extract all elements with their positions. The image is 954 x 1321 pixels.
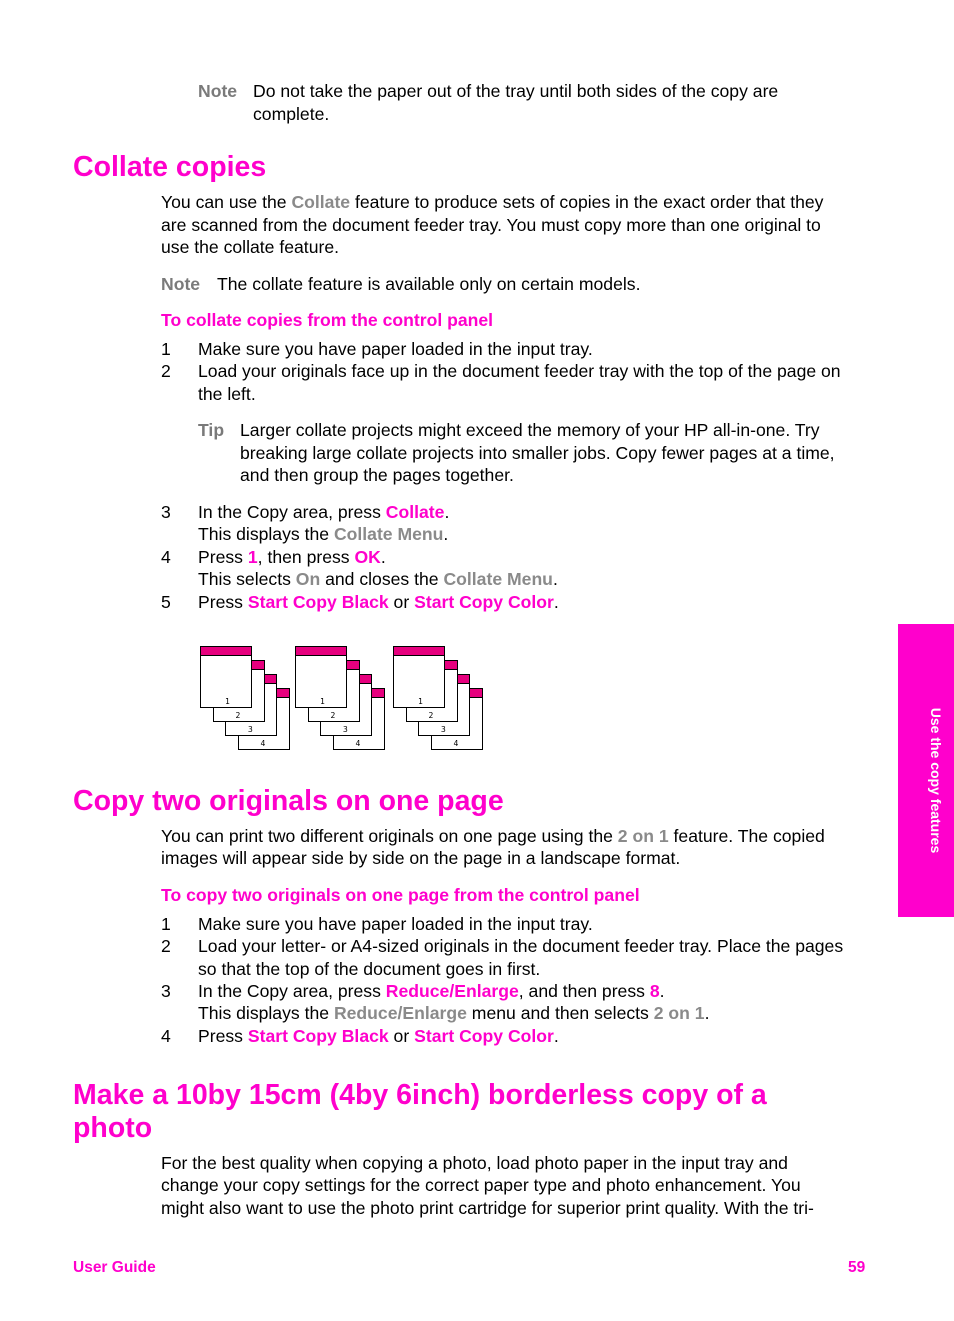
step-text: Press Start Copy Black or Start Copy Color. <box>198 592 559 612</box>
step-text: Press 1, then press OK. <box>198 547 386 567</box>
heading-borderless-copy-cont: photo <box>73 1112 153 1144</box>
sheet-page-number: 2 <box>330 711 336 720</box>
sheet-page-number: 2 <box>235 711 241 720</box>
step-subtext: This selects On and closes the Collate Menu. <box>198 569 558 589</box>
button-name-8: 8 <box>649 981 660 1001</box>
keyword-collate: Collate <box>291 192 351 212</box>
step-number: 1 <box>161 339 171 359</box>
heading-borderless-copy: Make a 10by 15cm (4by 6inch) borderless copy of a <box>73 1079 767 1111</box>
sheet-page-number: 3 <box>343 725 348 734</box>
step-number: 2 <box>161 936 171 956</box>
subheading-collate-procedure: To collate copies from the control panel <box>161 310 494 330</box>
footer-page-number: 59 <box>848 1259 866 1276</box>
note-text-line: complete. <box>253 104 330 124</box>
note-text-line: Do not take the paper out of the tray until both sides of the copy are <box>253 81 779 101</box>
collate-sheet <box>200 646 252 708</box>
sheet-page-number: 4 <box>260 739 266 748</box>
keyword-2-on-1: 2 on 1 <box>617 826 669 846</box>
step-number: 4 <box>161 547 171 567</box>
sheet-page-number: 1 <box>418 697 423 706</box>
step-text: In the Copy area, press Reduce/Enlarge, and then press 8. <box>198 981 665 1001</box>
option-name: 2 on 1 <box>653 1003 705 1023</box>
sheet-header-bar <box>394 647 444 656</box>
sheet-page-number: 1 <box>225 697 230 706</box>
button-name-collate: Collate <box>385 502 445 522</box>
button-name-start-copy-color: Start Copy Color <box>414 1026 554 1046</box>
chapter-side-tab-label: Use the copy features <box>928 707 944 854</box>
note-label: Note <box>198 81 238 101</box>
sheet-page-number: 1 <box>320 697 325 706</box>
step-number: 4 <box>161 1026 171 1046</box>
heading-copy-two-originals: Copy two originals on one page <box>73 785 504 817</box>
heading-collate-copies: Collate copies <box>73 151 267 183</box>
sheet-page-number: 4 <box>453 739 459 748</box>
chapter-side-tab <box>898 624 954 917</box>
note-text: The collate feature is available only on certain models. <box>217 274 641 294</box>
collate-sheet <box>393 646 445 708</box>
button-name-reduce-enlarge: Reduce/Enlarge <box>385 981 519 1001</box>
sheet-page-number: 4 <box>355 739 361 748</box>
sheet-header-bar <box>201 647 251 656</box>
step-subtext: This displays the Reduce/Enlarge menu and then selects 2 on 1. <box>198 1003 710 1023</box>
footer-guide-title: User Guide <box>73 1259 156 1276</box>
step-text: the left. <box>198 384 256 404</box>
step-text: Load your originals face up in the document feeder tray with the top of the page on <box>198 361 841 381</box>
menu-name: Reduce/Enlarge <box>333 1003 467 1023</box>
step-text: In the Copy area, press Collate. <box>198 502 450 522</box>
menu-name: Collate Menu <box>443 569 553 589</box>
sheet-page-number: 2 <box>428 711 434 720</box>
sheet-page-number: 3 <box>441 725 446 734</box>
step-subtext: This displays the Collate Menu. <box>198 524 449 544</box>
step-text: so that the top of the document goes in first. <box>198 959 541 979</box>
subheading-two-on-one-procedure: To copy two originals on one page from the control panel <box>161 885 640 905</box>
sheet-header-bar <box>296 647 346 656</box>
step-text: Make sure you have paper loaded in the input tray. <box>198 339 593 359</box>
button-name-1: 1 <box>247 547 258 567</box>
step-number: 5 <box>161 592 171 612</box>
step-text: Load your letter- or A4-sized originals in the document feeder tray. Place the pages <box>198 936 844 956</box>
menu-name: Collate Menu <box>333 524 444 544</box>
step-text: Make sure you have paper loaded in the input tray. <box>198 914 593 934</box>
step-text: Press Start Copy Black or Start Copy Color. <box>198 1026 559 1046</box>
button-name-start-copy-black: Start Copy Black <box>247 1026 389 1046</box>
button-name-start-copy-color: Start Copy Color <box>414 592 554 612</box>
button-name-ok: OK <box>354 547 381 567</box>
tip-label: Tip <box>198 420 225 440</box>
step-number: 3 <box>161 502 171 522</box>
sheet-page-number: 3 <box>248 725 253 734</box>
option-name: On <box>295 569 321 589</box>
step-number: 2 <box>161 361 171 381</box>
button-name-start-copy-black: Start Copy Black <box>247 592 389 612</box>
step-number: 3 <box>161 981 171 1001</box>
step-number: 1 <box>161 914 171 934</box>
note-label: Note <box>161 274 201 294</box>
collate-sheet <box>295 646 347 708</box>
